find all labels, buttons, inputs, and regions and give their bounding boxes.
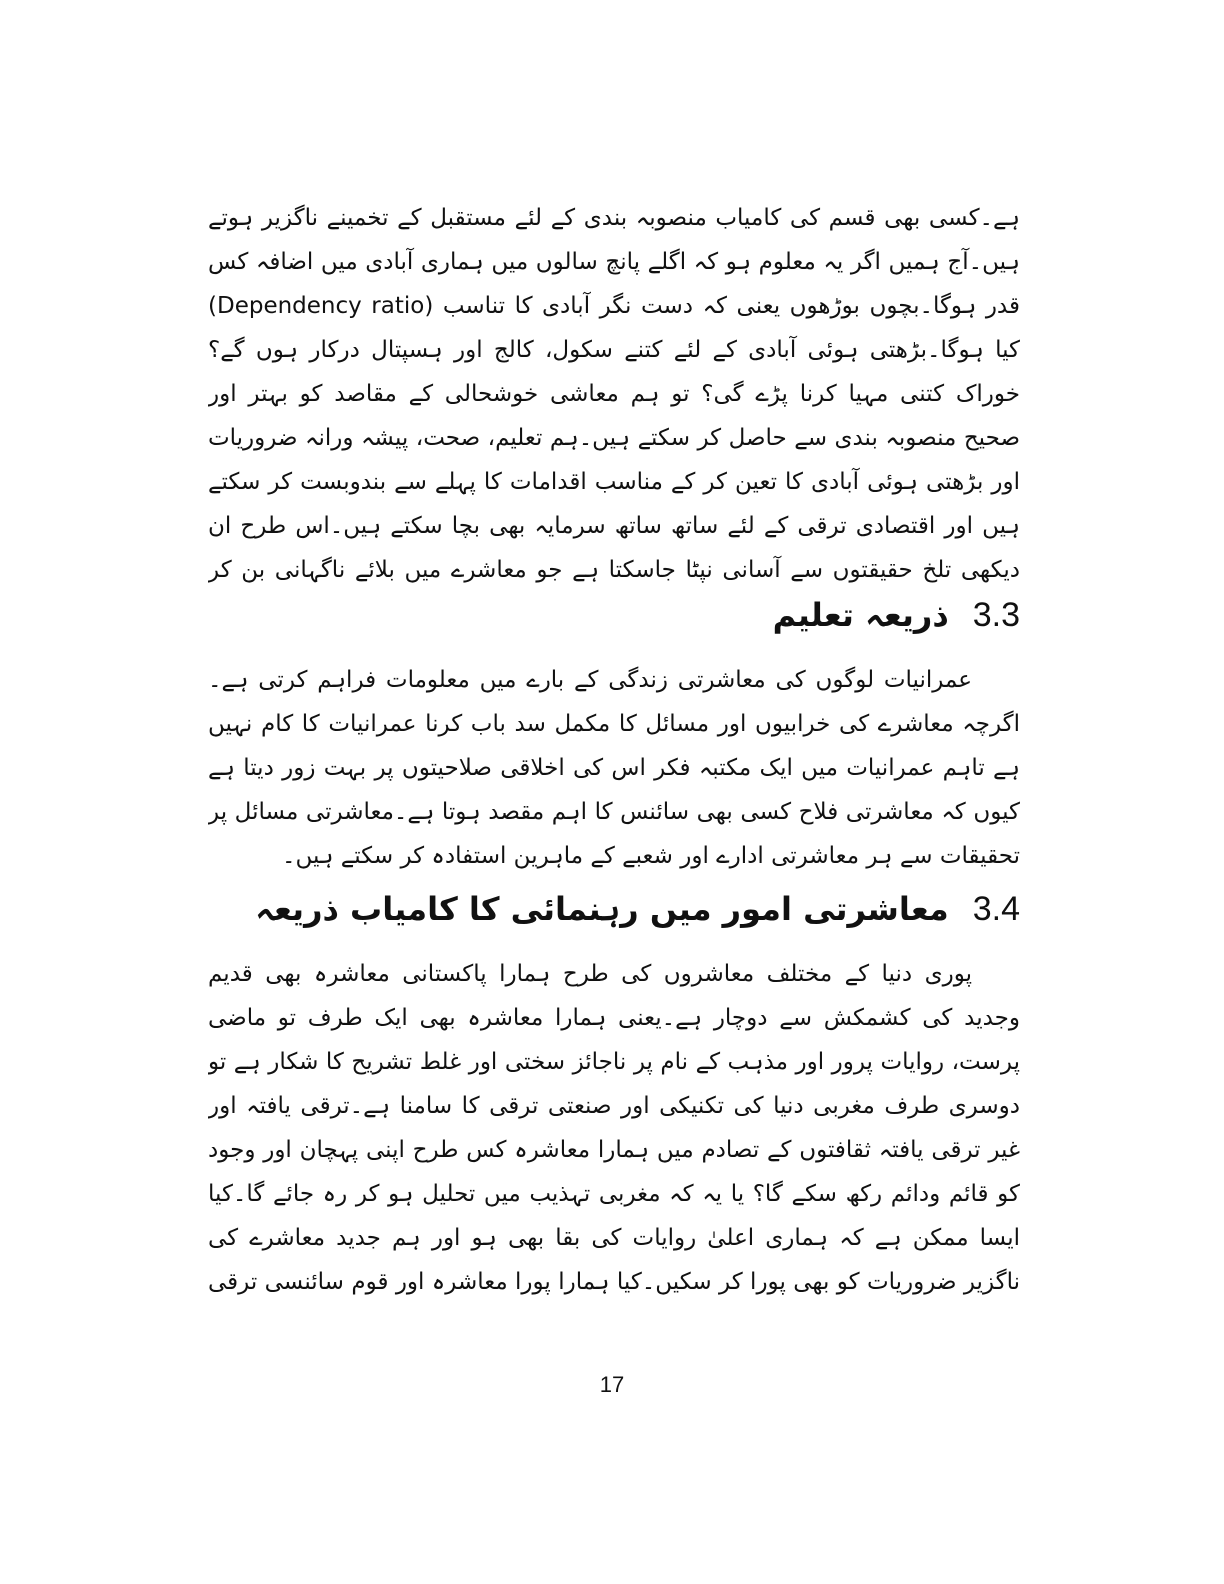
section-title: ذریعہ تعلیم [772,596,949,634]
paragraph-social-guidance: پوری دنیا کے مختلف معاشروں کی طرح ہمارا پاکستانی معاشرہ بھی قدیم وجدید کی کشمکش سے دوچار ہے۔یعنی ہمارا معاشرہ بھی ایک طرف تو ماضی پرست، روایات پرور اور مذہب کے نام پر ناجائز سختی اور غلط تشریح کا شکار ہے تو دوسری طرف مغربی دنیا کی تکنیکی اور صنعتی ترقی کا سامنا ہے۔ترقی یافتہ اور غیر ترقی یافتہ ثقافتوں کے تصادم میں ہمارا معاشرہ کس طرح اپنی پہچان اور وجود کو قائم ودائم رکھ سکے گا؟ یا یہ کہ مغربی تہذیب میں تحلیل ہو کر رہ جائے گا۔کیا ایسا ممکن ہے کہ ہماری اعلیٰ روایات کی بقا بھی ہو اور ہم جدید معاشرے کی ناگزیر ضروریات کو بھی پورا کر سکیں۔کیا ہمارا پورا معاشرہ اور قوم سائنسی ترقی [208,961,1020,1295]
section-title: معاشرتی امور میں رہنمائی کا کامیاب ذریعہ [255,890,949,928]
page-number: 17 [599,1372,625,1397]
page-content [208,196,1020,1314]
paragraph-planning: ہے۔کسی بھی قسم کی کامیاب منصوبہ بندی کے لئے مستقبل کے تخمینے ناگزیر ہوتے ہیں۔آج ہمیں اگر یہ معلوم ہو کہ اگلے پانچ سالوں میں ہماری آبادی میں اضافہ کس قدر ہوگا۔بچوں بوڑھوں یعنی کہ دست نگر آبادی کا تناسب (Dependency ratio) کیا ہوگا۔بڑھتی ہوئی آبادی کے لئے کتنے سکول، کالج اور ہسپتال درکار ہوں گے؟ خوراک کتنی مہیا کرنا پڑے گی؟ تو ہم معاشی خوشحالی کے مقاصد کو بہتر اور صحیح منصوبہ بندی سے حاصل کر سکتے ہیں۔ہم تعلیم، صحت، پیشہ ورانہ ضروریات اور بڑھتی ہوئی آبادی کا تعین کر کے مناسب اقدامات کا پہلے سے بندوبست کر سکتے ہیں اور اقتصادی ترقی کے لئے ساتھ ساتھ سرمایہ بھی بچا سکتے ہیں۔اس طرح ان دیکھی تلخ حقیقتوں سے آسانی نپٹا جاسکتا ہے جو معاشرے میں بلائے ناگہانی بن کر [208,205,1020,583]
section-number: 3.4 [972,890,1020,928]
section-heading-3-4 [208,890,1020,946]
paragraph-education: عمرانیات لوگوں کی معاشرتی زندگی کے بارے میں معلومات فراہم کرتی ہے۔اگرچہ معاشرے کی خرابیوں اور مسائل کا مکمل سد باب کرنا عمرانیات کا کام نہیں ہے تاہم عمرانیات میں ایک مکتبہ فکر اس کی اخلاقی صلاحیتوں پر بہت زور دیتا ہے کیوں کہ معاشرتی فلاح کسی بھی سائنس کا اہم مقصد ہوتا ہے۔معاشرتی مسائل پر تحقیقات سے ہر معاشرتی ادارے اور شعبے کے ماہرین استفادہ کر سکتے ہیں۔ [208,667,1020,869]
section-number: 3.3 [972,596,1020,634]
section-heading-3-3 [208,596,1020,652]
